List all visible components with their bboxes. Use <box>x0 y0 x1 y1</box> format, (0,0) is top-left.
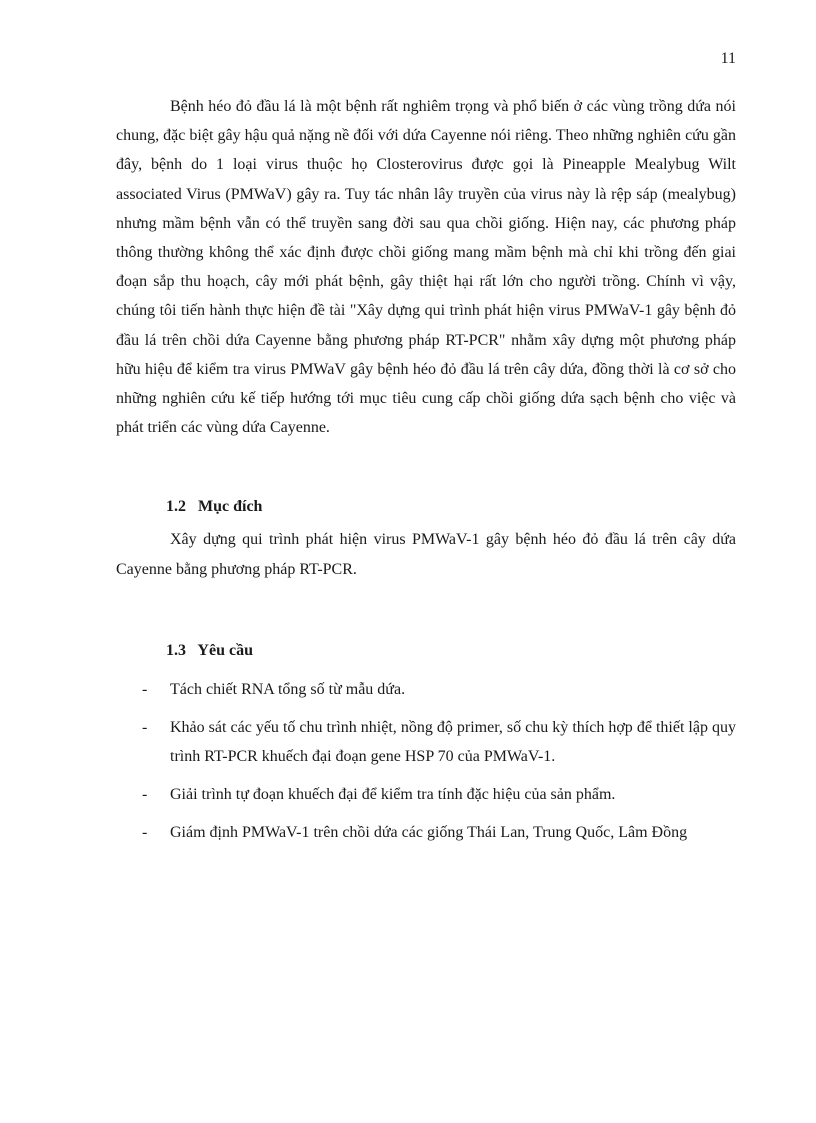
page-number: 11 <box>720 50 736 67</box>
list-item-text: Giải trình tự đoạn khuếch đại để kiểm tra tính đặc hiệu của sản phẩm. <box>170 785 616 803</box>
bullet-dash: - <box>142 680 148 698</box>
requirements-list <box>116 675 736 847</box>
bullet-dash: - <box>142 785 148 803</box>
section-title: Yêu cầu <box>197 641 253 659</box>
list-item <box>116 818 736 847</box>
intro-paragraph: Bệnh héo đỏ đầu lá là một bệnh rất nghiêm trọng và phổ biến ở các vùng trồng dứa nói chung, đặc biệt gây hậu quả nặng nề đối với dứa Cayenne nói riêng. Theo những nghiên cứu gần đây, bệnh do 1 loại virus thuộc họ Closterovirus được gọi là Pineapple Mealybug Wilt associated Virus (PMWaV) gây ra. Tuy tác nhân lây truyền của virus này là rệp sáp (mealybug) nhưng mầm bệnh vẫn có thể truyền sang đời sau qua chồi giống. Hiện nay, các phương pháp thông thường không thể xác định được chồi giống mang mầm bệnh mà chỉ khi trồng đến giai đoạn sắp thu hoạch, cây mới phát bệnh, gây thiệt hại rất lớn cho người trồng. Chính vì vậy, chúng tôi tiến hành thực hiện đề tài "Xây dựng qui trình phát hiện virus PMWaV-1 gây bệnh đỏ đầu lá trên chồi dứa Cayenne bằng phương pháp RT-PCR" nhằm xây dựng một phương pháp hữu hiệu để kiểm tra virus PMWaV gây bệnh héo đỏ đầu lá trên cây dứa, đồng thời là cơ sở cho những nghiên cứu kế tiếp hướng tới mục tiêu cung cấp chồi giống dứa sạch bệnh cho việc và phát triển các vùng dứa Cayenne. <box>116 98 736 437</box>
bullet-dash: - <box>142 823 148 841</box>
list-item-text: Giám định PMWaV-1 trên chồi dứa các giống Thái Lan, Trung Quốc, Lâm Đồng <box>170 823 688 841</box>
section-number: 1.3 <box>166 641 186 659</box>
section-number: 1.2 <box>166 498 186 516</box>
list-item-text: Tách chiết RNA tổng số từ mẫu dứa. <box>170 680 406 698</box>
list-item <box>116 713 736 771</box>
list-item-text: Khảo sát các yếu tố chu trình nhiệt, nồng độ primer, số chu kỳ thích hợp để thiết lập quy trình RT-PCR khuếch đại đoạn gene HSP 70 của PMWaV-1. <box>170 718 736 765</box>
section-title: Mục đích <box>198 498 263 516</box>
list-item <box>116 675 736 704</box>
purpose-paragraph: Xây dựng qui trình phát hiện virus PMWaV-1 gây bệnh héo đỏ đầu lá trên cây dứa Cayenne bằng phương pháp RT-PCR. <box>116 531 736 578</box>
section-heading-purpose <box>116 492 736 521</box>
page-content <box>116 92 736 856</box>
section-heading-requirements <box>116 636 736 665</box>
list-item <box>116 780 736 809</box>
bullet-dash: - <box>142 718 148 736</box>
